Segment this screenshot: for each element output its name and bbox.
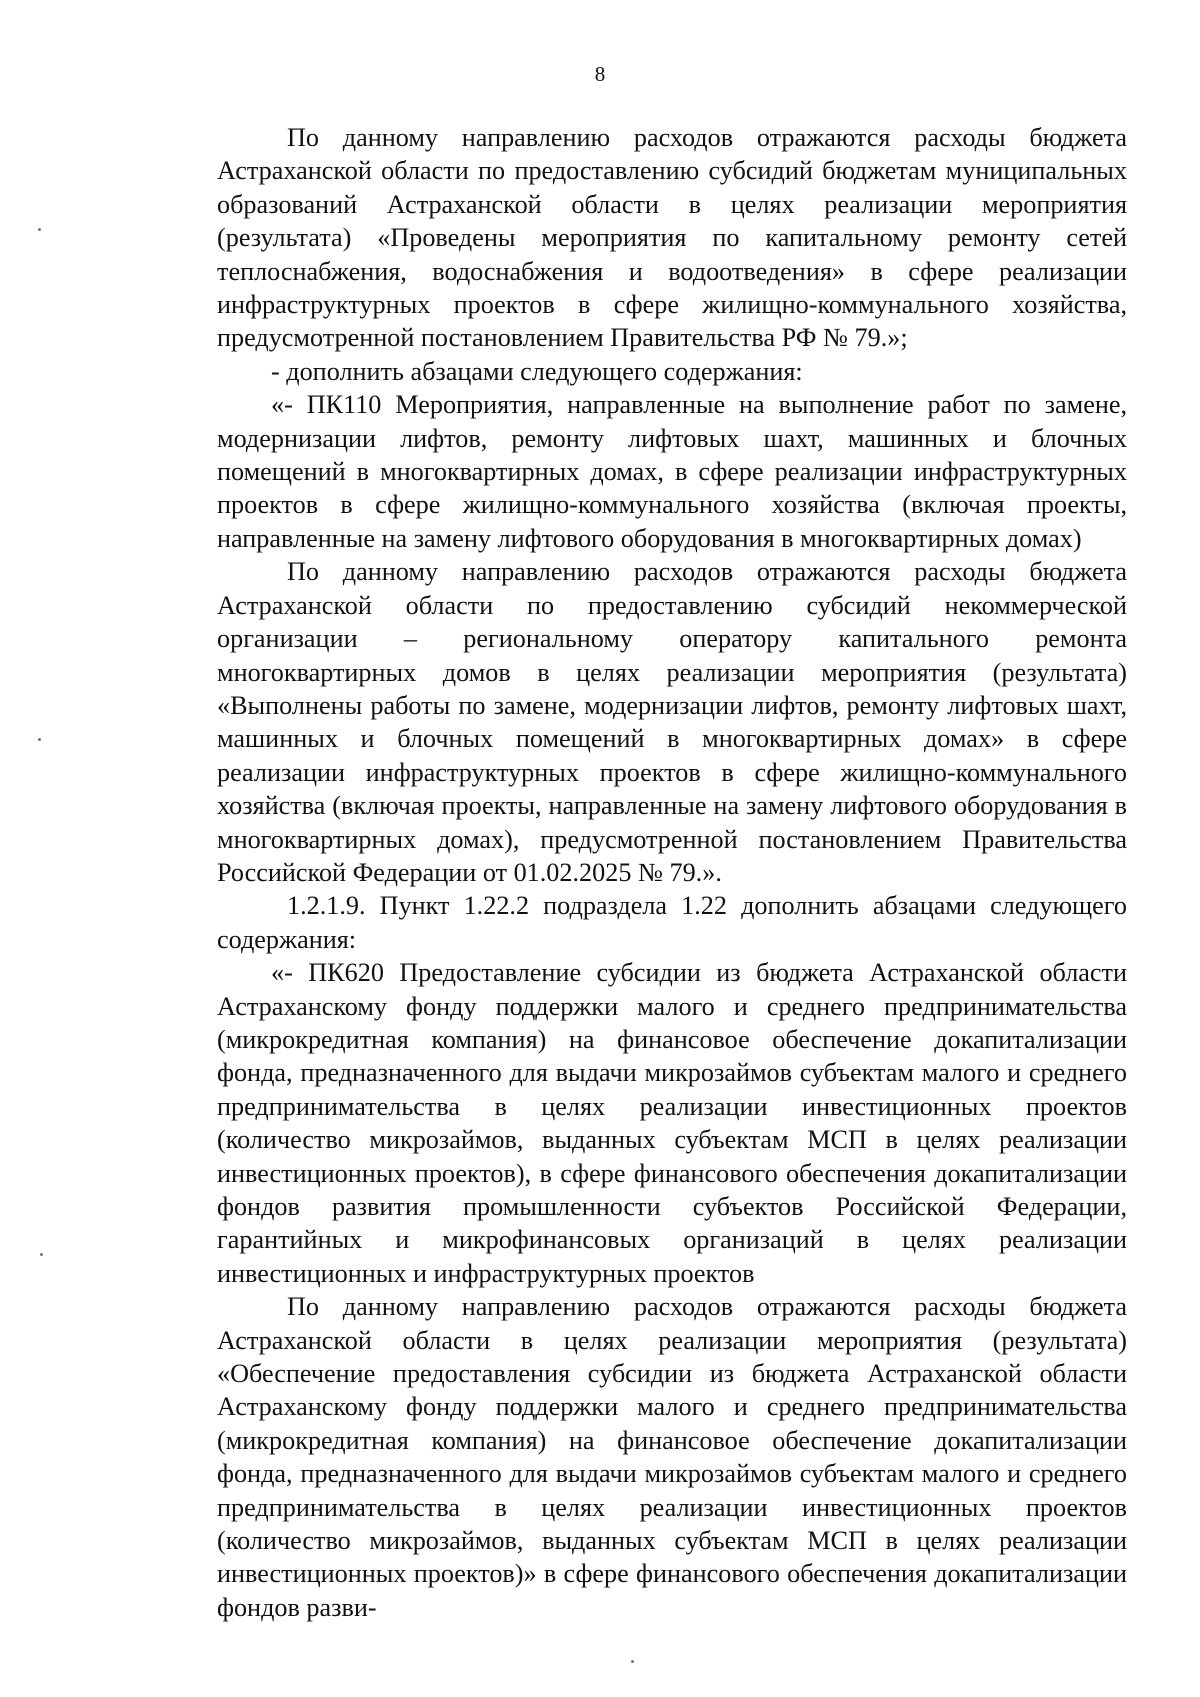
paragraph-budget-expenses-heat-water: По данному направлению расходов отражаются расходы бюджета Астраханской области по предоставлению субсидий бюджетам муниципальных образований Астраханской области в целях реализации мероприятия (результата) «Проведены мероприятия по капитальному ремонту сетей теплоснабжения, водоснабжения и водоотведения» в сфере реализации инфраструктурных проектов в сфере жилищно-коммунального хозяйства, предусмотренной постановлением Правительства РФ № 79.»; bbox=[217, 123, 1127, 353]
paragraph-pk620-description: По данному направлению расходов отражаются расходы бюджета Астраханской области в целях реализации мероприятия (результата) «Обеспечение предоставления субсидии из бюджета Астраханской области Астраханскому фонду поддержки малого и среднего предпринимательства (микрокредитная компания) на финансовое обеспечение докапитализации фонда, предназначенного для выдачи микрозаймов субъектам малого и среднего предпринимательства в целях реализации инвестиционных проектов (количество микрозаймов, выданных субъектам МСП в целях реализации инвестиционных проектов)» в сфере финансового обеспечения докапитализации фондов разви- bbox=[217, 1292, 1127, 1622]
page-number: 8 bbox=[594, 62, 606, 86]
paragraph-pk620-title: «- ПК620 Предоставление субсидии из бюджета Астраханской области Астраханскому фонду поддержки малого и среднего предпринимательства (микрокредитная компания) на финансовое обеспечение докапитализации фонда, предназначенного для выдачи микрозаймов субъектам малого и среднего предпринимательства в целях реализации инвестиционных проектов (количество микрозаймов, выданных субъектам МСП в целях реализации инвестиционных проектов), в сфере финансового обеспечения докапитализации фондов развития промышленности субъектов Российской Федерации, гарантийных и микрофинансовых организаций в целях реализации инвестиционных и инфраструктурных проектов bbox=[217, 958, 1127, 1288]
paragraph-add-subparagraphs: - дополнить абзацами следующего содержания: bbox=[271, 356, 803, 386]
document-body bbox=[217, 121, 1127, 1624]
paragraph-pk110-title: «- ПК110 Мероприятия, направленные на выполнение работ по замене, модернизации лифтов, ремонту лифтовых шахт, машинных и блочных помещений в многоквартирных домах, в сфере реализации инфраструктурных проектов в сфере жилищно-коммунального хозяйства (включая проекты, направленные на замену лифтового оборудования в многоквартирных домах) bbox=[217, 390, 1127, 553]
paragraph-clause-1-2-1-9: 1.2.1.9. Пункт 1.22.2 подраздела 1.22 дополнить абзацами следующего содержания: bbox=[217, 891, 1127, 954]
paragraph-pk110-description: По данному направлению расходов отражаются расходы бюджета Астраханской области по предоставлению субсидий некоммерческой организации – региональному оператору капитального ремонта многоквартирных домов в целях реализации мероприятия (результата) «Выполнены работы по замене, модернизации лифтов, ремонту лифтовых шахт, машинных и блочных помещений в многоквартирных домах» в сфере реализации инфраструктурных проектов в сфере жилищно-коммунального хозяйства (включая проекты, направленные на замену лифтового оборудования в многоквартирных домах), предусмотренной постановлением Правительства Российской Федерации от 01.02.2025 № 79.». bbox=[217, 557, 1127, 887]
